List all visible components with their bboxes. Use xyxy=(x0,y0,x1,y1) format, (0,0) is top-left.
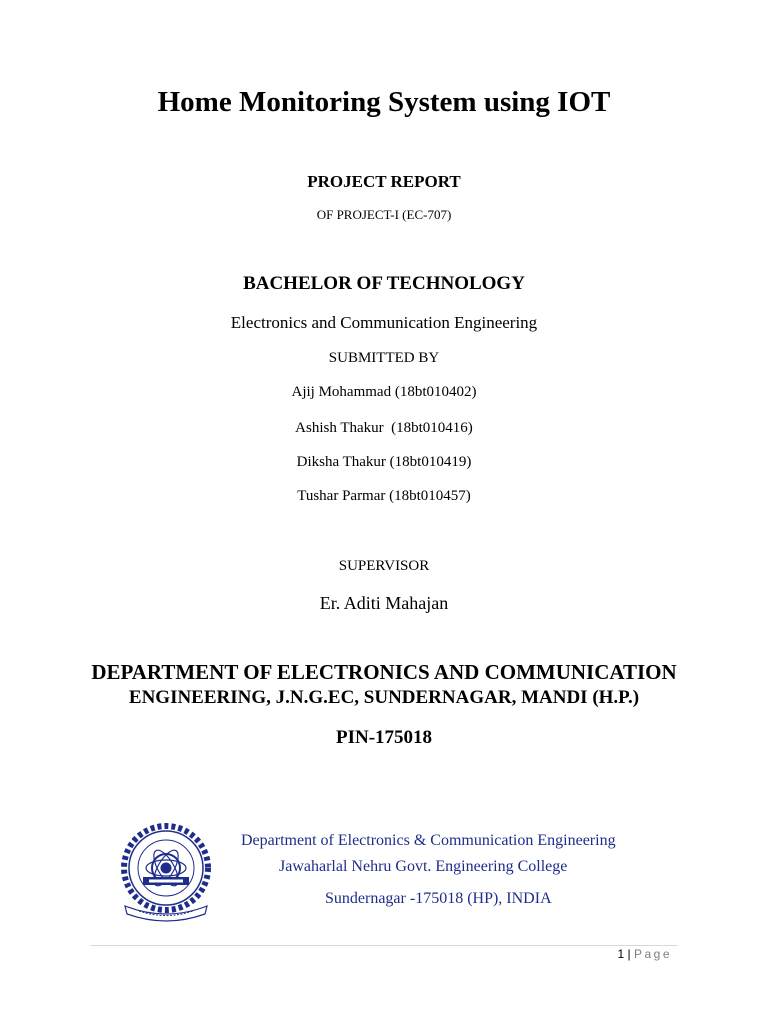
report-subtitle: OF PROJECT-I (EC-707) xyxy=(316,207,452,222)
branch-name: Electronics and Communication Engineering xyxy=(230,313,538,332)
address-line-2: Jawaharlal Nehru Govt. Engineering College xyxy=(279,858,568,875)
student-name: Tushar Parmar (18bt010457) xyxy=(297,488,471,504)
report-label: PROJECT REPORT xyxy=(307,172,461,191)
student-name: Ashish Thakur (18bt010416) xyxy=(295,420,473,436)
footer-separator: | xyxy=(627,947,631,961)
supervisor-name: Er. Aditi Mahajan xyxy=(319,593,449,613)
submitted-by-label: SUBMITTED BY xyxy=(328,350,440,366)
address-line-1: Department of Electronics & Communication Engineering xyxy=(241,832,616,849)
department-pin: PIN-175018 xyxy=(335,727,433,748)
student-name: Diksha Thakur (18bt010419) xyxy=(296,454,472,470)
document-title: Home Monitoring System using IOT xyxy=(157,86,611,118)
department-line-2: ENGINEERING, J.N.G.EC, SUNDERNAGAR, MANDI (H.P.) xyxy=(128,687,640,708)
page-footer xyxy=(617,947,672,961)
page-number: 1 xyxy=(617,947,625,961)
college-emblem-icon xyxy=(117,822,215,922)
address-line-3: Sundernagar -175018 (HP), INDIA xyxy=(325,890,552,907)
footer-divider xyxy=(90,945,678,946)
degree-heading: BACHELOR OF TECHNOLOGY xyxy=(243,273,525,294)
page-label: Page xyxy=(633,947,672,961)
supervisor-label: SUPERVISOR xyxy=(338,558,430,574)
student-name: Ajij Mohammad (18bt010402) xyxy=(291,384,477,400)
department-line-1: DEPARTMENT OF ELECTRONICS AND COMMUNICATION xyxy=(91,660,677,684)
